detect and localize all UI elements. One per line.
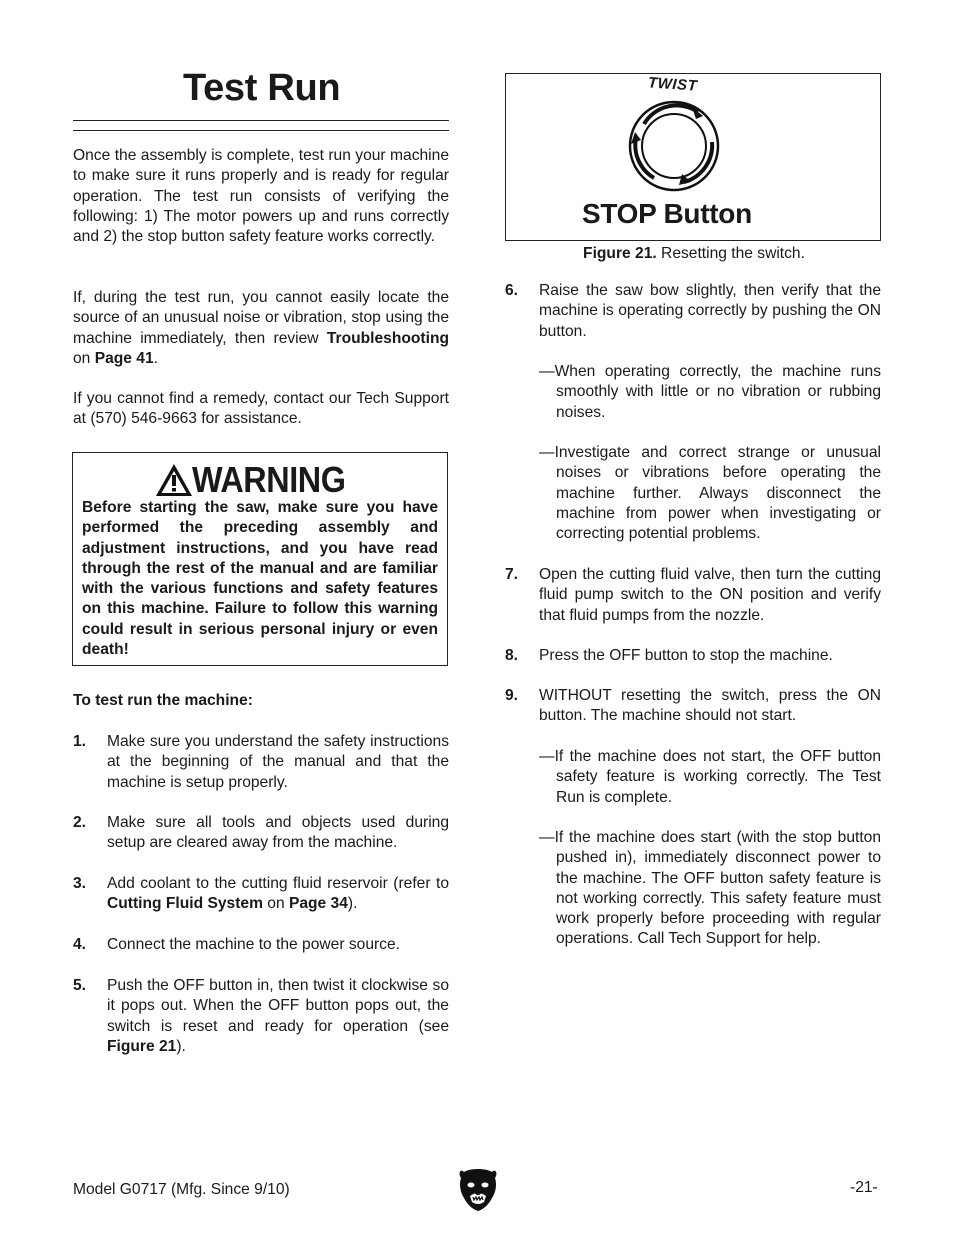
troubleshoot-page-ref[interactable]: Page 41 bbox=[94, 349, 154, 367]
step-3-on: on bbox=[262, 895, 289, 913]
step-3-number: 3. bbox=[73, 875, 87, 892]
step-1-number: 1. bbox=[73, 733, 87, 750]
warning-word: WARNING bbox=[192, 459, 346, 500]
step-9-note-1: —If the machine does not start, the OFF button safety feature is working correctly. The Test Run is complete. bbox=[539, 748, 881, 806]
page-title: Test Run bbox=[183, 67, 341, 109]
stop-button-twist-icon bbox=[624, 98, 724, 194]
step-5-text bbox=[107, 976, 449, 1057]
step-3-end: ). bbox=[347, 895, 358, 913]
troubleshoot-text: If, during the test run, you cannot easily locate the source of an unusual noise or vibration, stop using the machine immediately, then review bbox=[73, 289, 449, 347]
troubleshooting-ref[interactable]: Troubleshooting bbox=[326, 329, 449, 347]
title-rule-top bbox=[73, 120, 449, 121]
step-7-text: Open the cutting fluid valve, then turn the cutting fluid pump switch to the ON position and verify that fluid pumps from the nozzle. bbox=[539, 566, 881, 624]
step-3-text-a: Add coolant to the cutting fluid reservoir (refer to bbox=[107, 875, 449, 892]
page-34-ref[interactable]: Page 34 bbox=[288, 895, 348, 913]
step-4-text: Connect the machine to the power source. bbox=[107, 936, 400, 953]
troubleshoot-paragraph bbox=[73, 288, 449, 369]
step-9-number: 9. bbox=[505, 687, 519, 704]
procedure-heading: To test run the machine: bbox=[73, 692, 253, 709]
figure-caption bbox=[505, 244, 883, 264]
step-8-number: 8. bbox=[505, 647, 519, 664]
title-rule-bottom bbox=[73, 130, 449, 131]
step-6-note-1: —When operating correctly, the machine runs smoothly with little or no vibration or rubbing noises. bbox=[539, 363, 881, 421]
figure-caption-number: Figure 21. bbox=[583, 245, 657, 262]
step-6-note-2: —Investigate and correct strange or unusual noises or vibrations before operating the machine further. Always disconnect the machine from power when investigating or correcting potential problems. bbox=[539, 444, 881, 543]
warning-triangle-icon bbox=[154, 462, 194, 498]
step-2-text: Make sure all tools and objects used during setup are cleared away from the machine. bbox=[107, 814, 449, 852]
step-5-number: 5. bbox=[73, 977, 87, 994]
step-4-number: 4. bbox=[73, 936, 87, 953]
step-5-text-a: Push the OFF button in, then twist it clockwise so it pops out. When the OFF button pops out, the switch is reset and ready for operation (see bbox=[107, 977, 449, 1035]
warning-text: Before starting the saw, make sure you have performed the preceding assembly and adjustment instructions, and you have read through the rest of the manual and are familiar with the various functions and safety features on this machine. Failure to follow this warning could result in serious personal injury or even death! bbox=[82, 499, 438, 659]
step-6-number: 6. bbox=[505, 282, 519, 299]
step-8-text: Press the OFF button to stop the machine. bbox=[539, 647, 833, 664]
step-7-number: 7. bbox=[505, 566, 519, 583]
step-9-note-2: —If the machine does start (with the stop button pushed in), immediately disconnect power to the machine. The OFF button safety feature is not working correctly. This safety feature must work properly before proceeding with regular operations. Call Tech Support for help. bbox=[539, 829, 881, 948]
stop-button-label: STOP Button bbox=[582, 198, 752, 229]
footer-model: Model G0717 (Mfg. Since 9/10) bbox=[73, 1181, 290, 1198]
contact-paragraph: If you cannot find a remedy, contact our Tech Support at (570) 546-9663 for assistance. bbox=[73, 390, 449, 428]
figure-21-ref[interactable]: Figure 21 bbox=[107, 1037, 177, 1055]
step-2-number: 2. bbox=[73, 814, 87, 831]
footer-page-number: -21- bbox=[850, 1179, 878, 1196]
troubleshoot-on: on bbox=[73, 349, 95, 367]
step-3-text bbox=[107, 874, 449, 915]
intro-paragraph: Once the assembly is complete, test run your machine to make sure it runs properly and is ready for regular operation. The test run consists of verifying the following: 1) The motor powers up and runs correctly and 2) the stop button safety feature works correctly. bbox=[73, 147, 449, 246]
step-1-text: Make sure you understand the safety instructions at the beginning of the manual and that the machine is setup properly. bbox=[107, 733, 449, 791]
step-5-end: ). bbox=[176, 1037, 186, 1055]
step-9-text: WITHOUT resetting the switch, press the ON button. The machine should not start. bbox=[539, 687, 881, 725]
troubleshoot-end: . bbox=[153, 349, 158, 367]
step-6-text: Raise the saw bow slightly, then verify that the machine is operating correctly by pushing the ON button. bbox=[539, 282, 881, 340]
bear-head-icon bbox=[458, 1166, 498, 1212]
cutting-fluid-system-ref[interactable]: Cutting Fluid System bbox=[107, 895, 263, 913]
twist-label: TWIST bbox=[647, 74, 698, 95]
figure-caption-text: Resetting the switch. bbox=[656, 245, 805, 262]
